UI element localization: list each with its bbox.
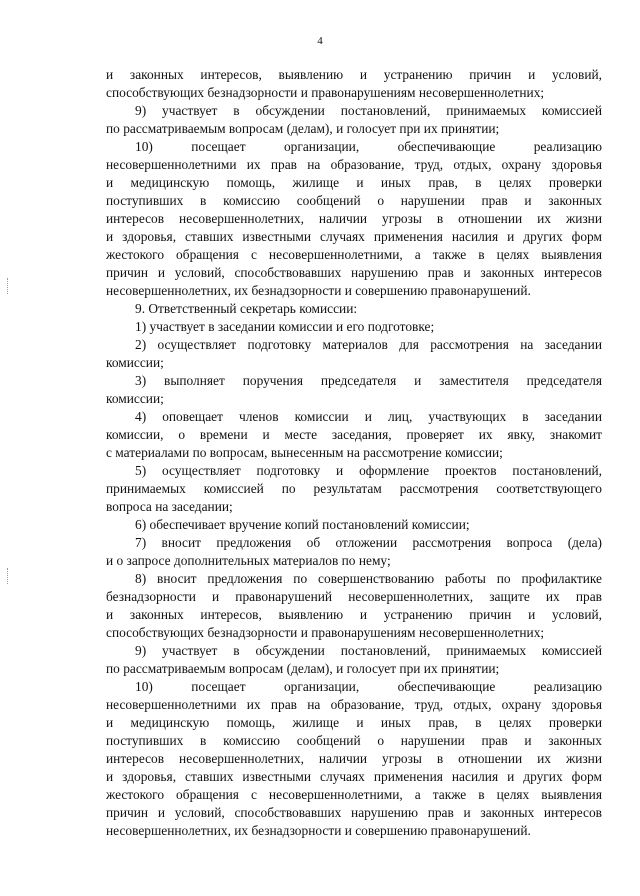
text-line: с материалами по вопросам, вынесенным на рассмотрение комиссии; (106, 445, 503, 460)
text-line: безнадзорности и правонарушений несовершеннолетних, защите их прав (106, 589, 602, 604)
text-line: несовершеннолетних, их безнадзорности и совершению правонарушений. (106, 283, 531, 298)
text-line: причин и условий, способствовавших нарушению прав и законных интересов (106, 805, 602, 820)
text-line: и медицинскую помощь, жилище и иных прав, в целях проверки (106, 715, 602, 730)
text-line: несовершеннолетними их прав на образование, труд, отдых, охрану здоровья (106, 697, 602, 712)
text-line: 1) участвует в заседании комиссии и его подготовке; (135, 319, 435, 334)
text-line: и здоровья, ставших известными случаях применения насилия и других форм (106, 769, 602, 784)
text-line: интересов несовершеннолетних, наличии угрозы в отношении их жизни (106, 751, 602, 766)
text-line: 5) осуществляет подготовку и оформление проектов постановлений, (135, 463, 602, 478)
text-line: и законных интересов, выявлению и устранению причин и условий, (106, 607, 602, 622)
text-line: 9) участвует в обсуждении постановлений, принимаемых комиссией (135, 643, 602, 658)
text-line: 9) участвует в обсуждении постановлений, принимаемых комиссией (135, 103, 602, 118)
text-line: жестокого обращения с несовершеннолетними, а также в целях выявления (106, 787, 602, 802)
text-line: комиссии; (106, 355, 164, 370)
text-line: по рассматриваемым вопросам (делам), и голосует при их принятии; (106, 661, 500, 676)
text-line: поступивших в комиссию сообщений о нарушении прав и законных (106, 733, 602, 748)
text-line: 4) оповещает членов комиссии и лиц, участвующих в заседании (135, 409, 602, 424)
text-line: и законных интересов, выявлению и устранению причин и условий, (106, 67, 602, 82)
text-line: интересов несовершеннолетних, наличии угрозы в отношении их жизни (106, 211, 602, 226)
text-line: несовершеннолетними их прав на образование, труд, отдых, охрану здоровья (106, 157, 602, 172)
text-line: 7) вносит предложения об отложении рассмотрения вопроса (дела) (135, 535, 602, 550)
text-line: 8) вносит предложения по совершенствованию работы по профилактике (135, 571, 602, 586)
scan-margin-mark (7, 568, 10, 584)
text-line: 3) выполняет поручения председателя и заместителя председателя (135, 373, 602, 388)
text-line: комиссии; (106, 391, 164, 406)
text-line: принимаемых комиссией по результатам рассмотрения соответствующего (106, 481, 602, 496)
text-line: 6) обеспечивает вручение копий постановлений комиссии; (135, 517, 470, 532)
text-line: 2) осуществляет подготовку материалов для рассмотрения на заседании (135, 337, 602, 352)
text-line: способствующих безнадзорности и правонарушениям несовершеннолетних; (106, 85, 545, 100)
text-line: и медицинскую помощь, жилище и иных прав, в целях проверки (106, 175, 602, 190)
text-line: несовершеннолетних, их безнадзорности и совершению правонарушений. (106, 823, 531, 838)
page-number: 4 (317, 35, 323, 47)
text-line: и здоровья, ставших известными случаях применения насилия и других форм (106, 229, 602, 244)
text-line: 9. Ответственный секретарь комиссии: (135, 301, 358, 316)
text-line: 10) посещает организации, обеспечивающие реализацию (135, 679, 602, 694)
text-line: 10) посещает организации, обеспечивающие реализацию (135, 139, 602, 154)
text-line: способствующих безнадзорности и правонарушениям несовершеннолетних; (106, 625, 545, 640)
text-line: вопроса на заседании; (106, 499, 233, 514)
text-line: поступивших в комиссию сообщений о нарушении прав и законных (106, 193, 602, 208)
document-body (106, 66, 602, 840)
text-line: причин и условий, способствовавших нарушению прав и законных интересов (106, 265, 602, 280)
text-line: по рассматриваемым вопросам (делам), и голосует при их принятии; (106, 121, 500, 136)
scan-margin-mark (7, 278, 10, 294)
text-line: и о запросе дополнительных материалов по нему; (106, 553, 391, 568)
text-line: комиссии, о времени и месте заседания, проверяет их явку, знакомит (106, 427, 602, 442)
text-line: жестокого обращения с несовершеннолетними, а также в целях выявления (106, 247, 602, 262)
